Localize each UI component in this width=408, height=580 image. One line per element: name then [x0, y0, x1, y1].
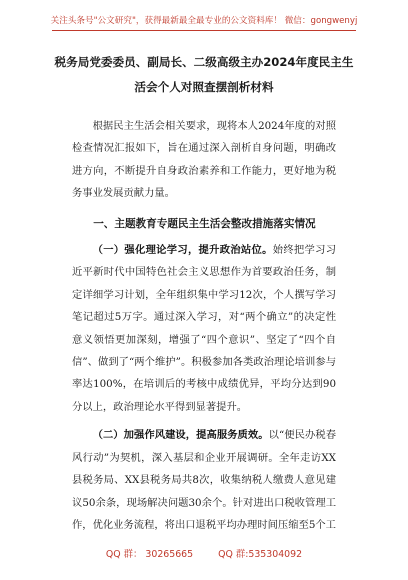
- document-body: [72, 115, 336, 536]
- qq-group-2: QQ 群:535304092: [218, 549, 303, 560]
- item-2-body: 以“便民办税春风行动”为契机，深入基层和企业开展调研。全年走访XX县税务局、XX县税务局共8次，收集纳税人缴费人意见建议50余条，现场解决问题30余个。针对进出口税收管理工作，优化业务流程，将出口退税平均办理时间压缩至5个工: [72, 429, 337, 531]
- item-1-paragraph: [72, 239, 336, 418]
- section-heading: 一、主题教育专题民主生活会整改措施落实情况: [93, 217, 316, 230]
- item-1-body: 始终把学习习近平新时代中国特色社会主义思想作为首要政治任务，制定详细学习计划，全年组织集中学习12次，个人撰写学习笔记超过5万字。通过深入学习，对“两个确立”的决定性意义领悟更加深刻，增强了“四个意识”、坚定了“四个自信”、做到了“两个维护”。积极参加各类政治理论培训参与率达100%，在培训后的考核中成绩优异，平均分达到90分以上，政治理论水平得到显著提升。: [72, 244, 337, 413]
- footer-contacts: [0, 546, 408, 560]
- item-2-heading: （二）加强作风建设，提高服务质效。: [92, 429, 269, 442]
- title-line-2: 活会个人对照查摆剖析材料: [134, 80, 274, 94]
- header-banner: 关注头条号"公文研究"，获得最新最全最专业的公文资料库！ 微信：gongwenyj: [50, 16, 358, 26]
- header-divider: [52, 30, 356, 31]
- intro-paragraph: 根据民主生活会相关要求，现将本人2024年度的对照检查情况汇报如下，旨在通过深入剖析自身问题，明确改进方向，不断提升自身政治素养和工作能力，更好地为税务事业发展贡献力量。: [72, 120, 336, 200]
- qq-group-1: QQ 群： 30265665: [105, 549, 194, 560]
- item-2-paragraph: [72, 424, 336, 536]
- title-line-1: 税务局党委委员、副局长、二级高级主办2024年度民主生: [54, 55, 354, 69]
- item-1-heading: （一）强化理论学习，提升政治站位。: [92, 244, 273, 257]
- document-title: [54, 50, 354, 100]
